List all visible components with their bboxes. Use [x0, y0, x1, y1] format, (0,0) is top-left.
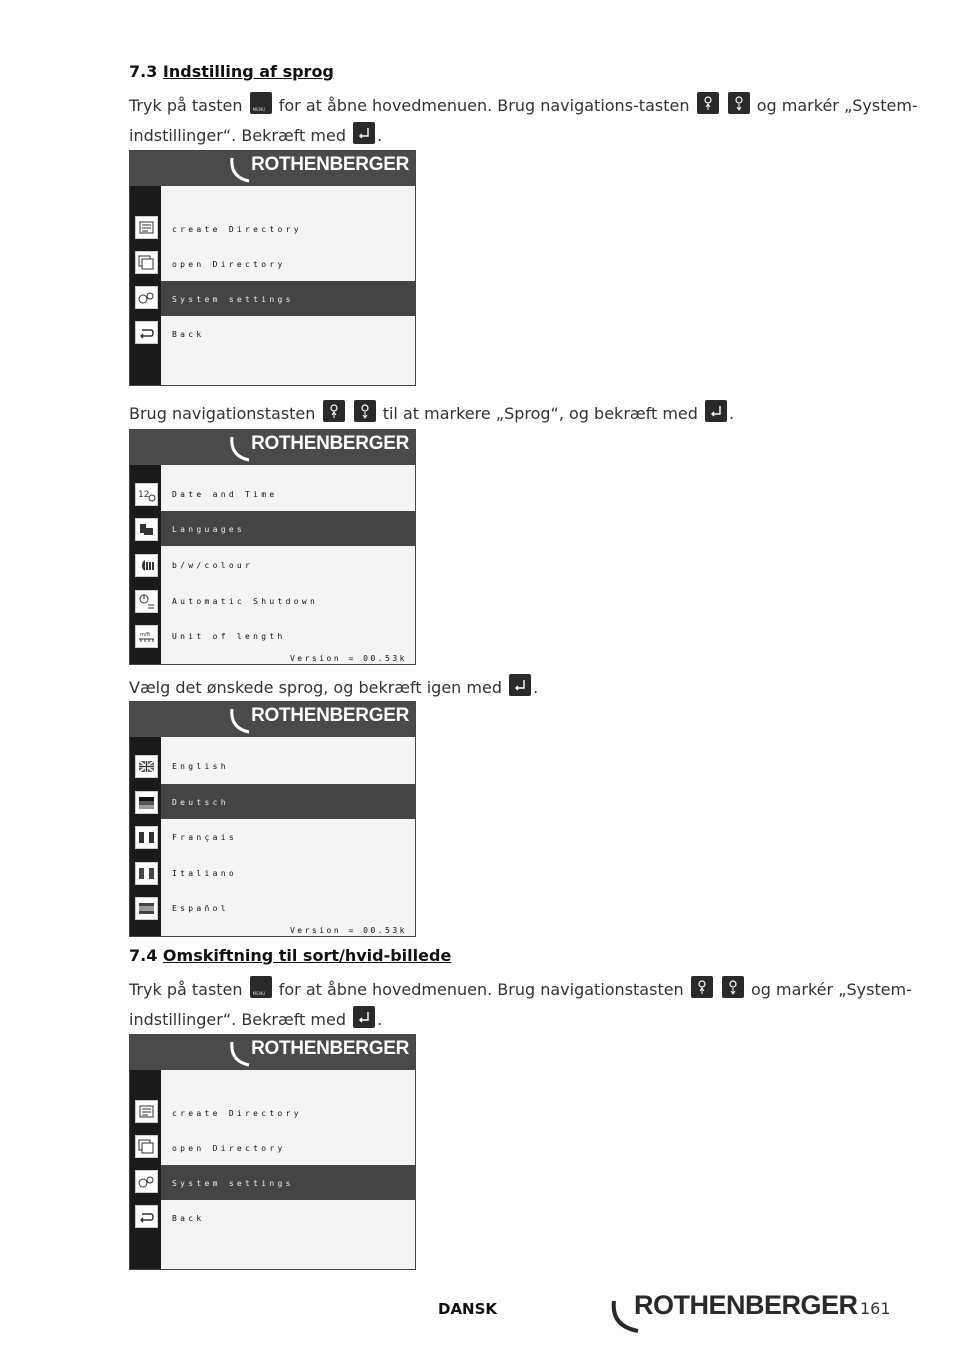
version-label: Version = 00.53k [289, 654, 407, 663]
svg-text:12: 12 [138, 490, 150, 500]
enter-key-icon [705, 400, 727, 422]
menu-item[interactable]: open Directory [172, 260, 286, 269]
settings-gears-icon [135, 1170, 158, 1193]
device-screen-languages [129, 701, 416, 937]
back-arrow-icon [135, 1205, 158, 1228]
settings-gears-icon [135, 286, 158, 309]
version-label: Version = 00.53k [289, 926, 407, 935]
clock-icon [135, 483, 158, 506]
brand-hook-icon [229, 706, 251, 734]
instruction-line: Vælg det ønskede sprog, og bekræft igen med . [129, 674, 538, 698]
menu-item[interactable]: Date and Time [172, 490, 278, 499]
spanish-flag-icon [135, 897, 158, 920]
screen-header [130, 1035, 415, 1070]
language-item-selected[interactable]: Deutsch [161, 784, 415, 819]
menu-item-selected[interactable]: System settings [161, 1165, 415, 1200]
device-screen-system-settings [129, 429, 416, 665]
enter-key-icon [509, 674, 531, 696]
screen-header [130, 151, 415, 186]
menu-item-selected[interactable]: Languages [161, 511, 415, 546]
bw-colour-icon [135, 554, 158, 577]
french-flag-icon [135, 826, 158, 849]
menu-item[interactable]: create Directory [172, 1109, 302, 1118]
instruction-line: indstillinger“. Bekræft med . [129, 122, 382, 146]
brand-hook-icon [229, 155, 251, 183]
section-title: Indstilling af sprog [162, 62, 334, 81]
brand-hook-icon [229, 434, 251, 462]
menu-item[interactable]: Back [172, 330, 205, 339]
create-directory-icon [135, 216, 158, 239]
section-title: Omskiftning til sort/hvid-billede [162, 946, 452, 965]
nav-down-key-icon [722, 976, 744, 998]
menu-item[interactable]: Automatic Shutdown [172, 597, 319, 606]
enter-key-icon [353, 122, 375, 144]
language-item[interactable]: Français [172, 833, 237, 842]
brand-logo: ROTHENBERGER [251, 705, 409, 726]
page-number: 161 [860, 1299, 891, 1318]
nav-up-key-icon [691, 976, 713, 998]
brand-hook-icon [229, 1039, 251, 1067]
language-item[interactable]: English [172, 762, 229, 771]
ruler-icon [135, 625, 158, 648]
language-item[interactable]: Italiano [172, 869, 237, 878]
section-heading-7-4: 7.4 Omskiftning til sort/hvid-billede [129, 946, 452, 965]
menu-item[interactable]: open Directory [172, 1144, 286, 1153]
menu-key-icon [250, 976, 272, 998]
section-heading-7-3: 7.3 Indstilling af sprog [129, 62, 334, 81]
brand-logo: ROTHENBERGER [251, 1038, 409, 1059]
instruction-line: Tryk på tasten MENU for at åbne hovedmenuen. Brug navigations-tasten og markér „System- [129, 92, 918, 116]
svg-text:m/ft: m/ft [140, 632, 151, 638]
menu-item[interactable]: Back [172, 1214, 205, 1223]
brand-logo: ROTHENBERGER [251, 433, 409, 454]
nav-up-key-icon [697, 92, 719, 114]
device-screen-main-menu [129, 150, 416, 386]
instruction-line: indstillinger“. Bekræft med . [129, 1006, 382, 1030]
instruction-line: Tryk på tasten MENU for at åbne hovedmenuen. Brug navigationstasten og markér „System- [129, 976, 912, 1000]
menu-item[interactable]: Unit of length [172, 632, 286, 641]
screen-header [130, 430, 415, 465]
languages-icon [135, 518, 158, 541]
brand-logo: ROTHENBERGER [251, 154, 409, 175]
nav-down-key-icon [728, 92, 750, 114]
power-timer-icon [135, 590, 158, 613]
device-screen-main-menu [129, 1034, 416, 1270]
menu-item-selected[interactable]: System settings [161, 281, 415, 316]
create-directory-icon [135, 1100, 158, 1123]
back-arrow-icon [135, 321, 158, 344]
open-directory-icon [135, 251, 158, 274]
footer-brand-logo: ROTHENBERGER [634, 1290, 858, 1320]
uk-flag-icon [135, 755, 158, 778]
instruction-line: Brug navigationstasten til at markere „Sprog“, og bekræft med . [129, 400, 734, 424]
menu-item[interactable]: create Directory [172, 225, 302, 234]
german-flag-icon [135, 791, 158, 814]
nav-up-key-icon [323, 400, 345, 422]
italian-flag-icon [135, 862, 158, 885]
menu-item[interactable]: b/w/colour [172, 561, 254, 570]
screen-header [130, 702, 415, 737]
nav-down-key-icon [354, 400, 376, 422]
open-directory-icon [135, 1135, 158, 1158]
enter-key-icon [353, 1006, 375, 1028]
menu-key-icon [250, 92, 272, 114]
language-item[interactable]: Español [172, 904, 229, 913]
footer-language: DANSK [438, 1300, 498, 1318]
